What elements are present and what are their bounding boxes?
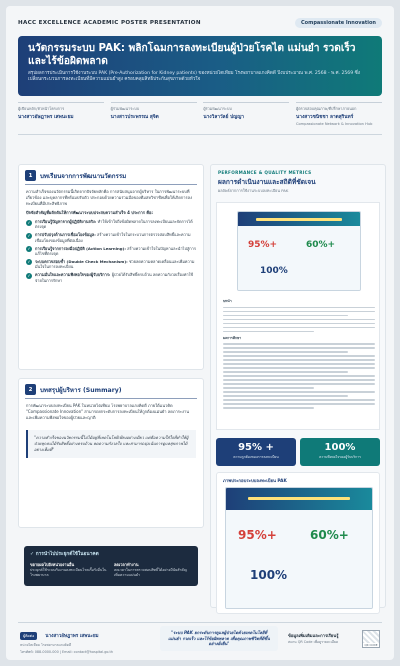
author-name: นางสาวชนิชชา ลาดสุรินทร์ [295, 115, 354, 120]
list-item [26, 272, 196, 283]
contact-details: โทรศัพท์: 088-0000-000 | Email: contact@hospital.go.th [20, 650, 113, 654]
factor-text: ช่วยลดความคลาดเคลื่อนและเพิ่มความมั่นใจในการลงทะเบียน [35, 258, 195, 270]
mini-stat: 100% [260, 266, 288, 277]
stat-tile-accuracy [216, 438, 296, 466]
section-lessons [18, 164, 204, 370]
section-header [19, 165, 203, 184]
document-text-block [223, 295, 375, 409]
top-bar [18, 14, 382, 32]
metrics-subtitle: ผลลัพธ์จากการใช้งานระบบลงทะเบียน PAK [218, 188, 289, 193]
mini-stat: 95%+ [248, 240, 278, 251]
title-banner [18, 36, 382, 96]
infographic-header [238, 212, 360, 226]
future-item-head: ลดเวลาทำงาน [114, 562, 139, 567]
author-affiliation: Compassionate Network & Innovation Hub [295, 122, 373, 126]
more-info-sub: สแกน QR Code เพื่อดูรายละเอียด [288, 640, 339, 644]
document-section-label: บทนำ [223, 299, 232, 303]
section-header [19, 379, 203, 398]
author-item [18, 102, 104, 128]
section-rule [25, 398, 197, 399]
stat-tile-satisfaction [300, 438, 380, 466]
infographic-image [237, 211, 361, 291]
check-icon: ✓ [27, 232, 31, 238]
mini-stat: 95%+ [238, 527, 277, 542]
metrics-kicker: PERFORMANCE & QUALITY METRICS [218, 170, 312, 175]
category-badge: Compassionate Innovation [295, 18, 382, 28]
author-item [203, 102, 289, 128]
section-rule [25, 184, 197, 185]
qr-code-icon[interactable] [362, 630, 380, 648]
future-item [114, 562, 192, 578]
section-number: 1 [25, 170, 36, 181]
mini-stat: 100% [250, 567, 288, 582]
stat-label: ความพึงพอใจของผู้รับบริการ [319, 455, 361, 459]
contact-tag: ผู้ติดต่อ [20, 632, 37, 640]
author-name: นางสาวประพรรณ สุจิต [110, 115, 159, 120]
future-item-head: ขยายผลไปยังหน่วยงานอื่น [30, 562, 75, 567]
list-item [26, 259, 196, 270]
future-item-text: ประยุกต์ใช้ระบบกับงานลงทะเบียนโรคเรื้อรังอื่นในโรงพยาบาล [30, 568, 107, 577]
author-list [18, 102, 382, 128]
more-info-block [288, 632, 358, 645]
contact-unit: หน่วยไตเทียม โรงพยาบาลแกงคิดดี [20, 643, 72, 647]
summary-quote: "ความสำเร็จของนวัตกรรมนี้ไม่ได้อยู่ที่เทคโนโลยีเพียงอย่างเดียว แต่คือความใส่ใจที่ทำให้ผู้ป่วยทุกคนได้รับสิทธิ์อย่างครบถ้วน ลดความกังวลใจ และสามารถมุ่งเน้นการดูแลสุขภาพได้อย่างเต็มที่" [26, 430, 196, 458]
infographic-image [225, 487, 373, 609]
factor-head: การเรียนรู้จากการลงมือปฏิบัติ (Action Learning): [35, 245, 126, 251]
mini-stat: 60%+ [306, 240, 336, 251]
contact-block [18, 622, 148, 655]
author-role: ผู้ร่วมพัฒนาระบบ [203, 106, 232, 111]
footer [18, 622, 382, 654]
stat-label: ความถูกต้องของการลงทะเบียน [233, 455, 279, 459]
poster-subtitle: สรุปผลการประเมินการใช้งานระบบ PAK (Pre-Authorization for Kidney patients) ของหน่วยไตเทียม โรงพยาบาลแกงคิดดี ปีงบประมาณ พ.ศ. 2568 - พ.ศ. 2569 ซึ่งเปลี่ยนกระบวนการลงทะเบียนที่มีความแม่นยำสูง ครอบคลุมสิทธิประกันสุขภาพด้วยหัวใจ [28, 71, 360, 83]
author-role: ผู้เขียนหลัก/หัวหน้าโครงการ [18, 106, 65, 111]
list-item [26, 232, 196, 243]
factor-head: การเรียนรู้ปัญหาจากผู้ปฏิบัติงานจริง: [35, 219, 97, 224]
section-summary [18, 378, 204, 528]
illustration-card [216, 472, 380, 614]
section-body [19, 185, 203, 287]
factor-list [26, 219, 196, 283]
factor-head: ระบบตรวจสอบซ้ำ (Double Check Mechanism): [35, 258, 128, 264]
future-item-text: ลดเวลาในการตรวจสอบสิทธิ์ได้อย่างมีนัยสำคัญ เพิ่มความแม่นยำ [114, 568, 187, 577]
illustration-title: ภาพประกอบระบบลงทะเบียน PAK [223, 479, 287, 484]
factors-lead: ปัจจัยสำคัญที่ผลักดันให้การพัฒนาระบบประสบความสำเร็จ 4 ประการ คือ: [26, 210, 153, 215]
factor-text: ผู้ป่วยได้รับสิทธิ์ครบถ้วน ลดความกังวลเรื่องค่าใช้จ่ายในการรักษา [35, 272, 194, 283]
check-icon: ✓ [27, 219, 31, 225]
mini-stat: 60%+ [310, 527, 349, 542]
check-icon: ✓ [27, 272, 31, 278]
future-application-box [24, 546, 198, 586]
qr-label: QR CODE [364, 642, 378, 647]
section-title: บทสรุปผู้บริหาร (Summary) [40, 386, 122, 394]
author-role: ผู้ร่วมพัฒนาระบบ [110, 106, 140, 111]
contact-name: นางสาวอัษฎาพร เสพนะยม [45, 634, 99, 639]
author-name: นางสาวอัษฎาพร เสพนะยม [18, 115, 74, 120]
check-icon: ✓ [27, 246, 31, 252]
stat-value: 100% [324, 442, 356, 453]
author-item [296, 102, 382, 128]
poster [6, 6, 394, 660]
stat-value: 95% + [238, 442, 274, 453]
header-divider [18, 134, 382, 135]
report-document [216, 202, 380, 430]
future-title: ✓ การนำไปประยุกต์ใช้ในอนาคต [30, 552, 99, 557]
list-item [26, 219, 196, 230]
section-number: 2 [25, 384, 36, 395]
factor-text: ทำให้เข้าใจถึงข้อผิดพลาดในการลงทะเบียนและจัดการได้ตรงจุด [35, 219, 193, 230]
factor-head: ความมั่นใจและความพึงพอใจของผู้รับบริการ: [35, 272, 111, 278]
footer-quote: "ระบบ PAK ยกระดับการดูแลผู้ป่วยไตด้วยเทคโนโลยีที่แม่นยำ รวดเร็ว และไร้ข้อผิดพลาด เพื่อคุณภาพชีวิตที่ดีขึ้นอย่างยั่งยืน" [160, 626, 278, 651]
infographic-header [226, 488, 372, 510]
future-item [30, 562, 108, 578]
factor-text: สร้างความเข้าใจในปัญหาและนำไปสู่การแก้ไขที่ตรงจุด [35, 245, 196, 257]
section-title: บทเรียนจากการพัฒนานวัตกรรม [40, 172, 127, 180]
intro-text: ความสำเร็จของนวัตกรรมนี้เกิดจากปัจจัยหลักคือ การสนับสนุนจากผู้บริหาร ในการพัฒนาระบบที่เกี่ยวข้อง และบุคลากรที่พร้อมปรับตัว ประกอบด้วยความร่วมมือของทีมสหวิชาชีพเพื่อให้เกิดการลงทะเบียนที่มีประสิทธิภาพ [26, 189, 193, 206]
poster-title: นวัตกรรมระบบ PAK: พลิกโฉมการลงทะเบียนผู้ป่วยโรคไต แม่นยำ รวดเร็ว และไร้ข้อผิดพลาด [28, 43, 356, 67]
author-role: ผู้ตรวจสอบคุณภาพ/ที่ปรึกษาภายนอก [295, 106, 357, 111]
check-icon: ✓ [27, 259, 31, 265]
list-item [26, 246, 196, 257]
metrics-title: ผลการดำเนินงานและสถิติที่ชัดเจน [218, 178, 316, 186]
document-section-label: ผลการศึกษา [223, 335, 242, 340]
more-info-title: ข้อมูลเพิ่มเติมและการเรียนรู้ [288, 633, 339, 638]
poster-kicker: HACC EXCELLENCE ACADEMIC POSTER PRESENTATION [18, 20, 201, 26]
factor-head: การปรับปรุงด้านการเชื่อมโยงข้อมูล: [35, 232, 96, 238]
summary-text: การพัฒนาระบบลงทะเบียน PAK ในหน่วยไตเทียม โรงพยาบาลแกงคิดดี ภายใต้แนวคิด "Compassionate Innovation" สามารถยกระดับการลงทะเบียนให้ถูกต้องแม่นยำ ลดภาระงาน และเพิ่มความพึงพอใจของผู้ป่วยและญาติ [26, 403, 189, 420]
author-item [111, 102, 197, 128]
author-name: นางวิลาวัลย์ ปญญา [203, 115, 244, 120]
factor-text: สร้างความเข้าใจในกระบวนการตรวจสอบสิทธิ์และความเชื่อมโยงของข้อมูลที่ต่อเนื่อง [35, 232, 191, 243]
